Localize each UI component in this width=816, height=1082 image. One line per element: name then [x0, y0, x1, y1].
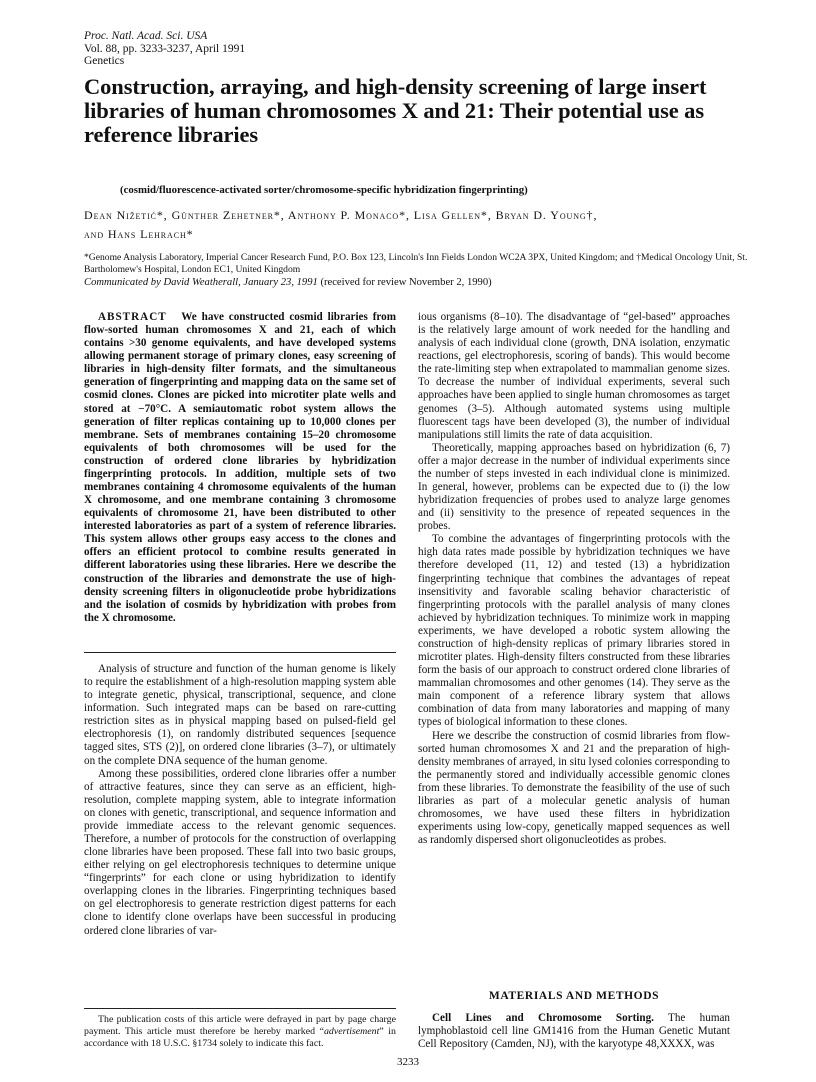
communicated-prefix: Communicated by David Weatherall, January 23, 1991 [84, 277, 318, 288]
article-title: Construction, arraying, and high-density screening of large insert libraries of human chromosomes X and 21: Their potential use as reference libraries [84, 74, 707, 147]
keywords: (cosmid/fluorescence-activated sorter/chromosome-specific hybridization fingerprinting) [120, 184, 528, 196]
author-list [84, 206, 744, 244]
methods-body: The human lymphoblastoid cell line GM1416 from the Human Genetic Mutant Cell Repository (Camden, NJ), with the karyotype 48,XXXX, was [418, 1012, 730, 1051]
publication-footnote [84, 1014, 396, 1050]
footnote-text-2: ” in accordance with 18 U.S.C. §1734 solely to indicate this fact. [84, 1026, 396, 1049]
abstract-divider [84, 652, 396, 653]
affiliations: *Genome Analysis Laboratory, Imperial Cancer Research Fund, P.O. Box 123, Lincoln's Inn Fields London WC2A 3PX, United Kingdom; and †Medical Oncology Unit, St. Bartholomew's Hospital, London EC1, United Kingdom [84, 252, 748, 275]
abstract-label: ABSTRACT [98, 311, 167, 323]
authors-line-2: and Hans Lehrach* [84, 227, 194, 241]
intro-paragraph-2: Among these possibilities, ordered clone libraries offer a number of attractive features, since they can serve as an efficient, high-resolution, complete mapping system, able to integrate information on clones with genetic, transcriptional, and sequence information and provide immediate access to the relevant genomic sequences. Therefore, a number of protocols for the construction of overlapping clone libraries have been proposed. These fall into two basic groups, either relying on gel electrophoresis techniques to determine unique “fingerprints” for each clone or using hybridization to identify overlapping clones in the libraries. Fingerprinting techniques based on gel electrophoresis to generate restriction digest patterns for each clone to identify clone overlaps have been successful in producing ordered clone libraries of var- [84, 767, 396, 937]
journal-volume: Vol. 88, pp. 3233-3237, April 1991 [84, 42, 246, 55]
journal-name: Proc. Natl. Acad. Sci. USA [84, 30, 208, 42]
methods-heading: MATERIALS AND METHODS [488, 990, 660, 1002]
right-paragraph-4: Here we describe the construction of cosmid libraries from flow-sorted human chromosomes X and 21 and the preparation of high-density membranes of arrayed, in situ lysed colonies corresponding to the permanently stored and individually accessible genomic clones from these libraries. To demonstrate the feasibility of the use of such libraries as part of a molecular genetic analysis of human chromosomes, we have used these filters in hybridization experiments using low-copy, genetically mapped sequences as well as randomly dispersed short oligonucleotides as probes. [418, 729, 730, 847]
right-paragraph-1: ious organisms (8–10). The disadvantage of “gel-based” approaches is the relatively large amount of work needed for the handling and analysis of each individual clone (growth, DNA isolation, enzymatic reactions, gel electrophoresis, scoring of bands). This would become the rate-limiting step when extrapolated to mammalian genome sizes. To decrease the number of individual experiments, several such approaches have been applied to single human chromosomes as target genomes (3–5). Although automated systems using multiple fluorescent tags have been developed (3), the number of individual manipulations still limits the rate of data acquisition. [418, 311, 730, 441]
methods-lead: Cell Lines and Chromosome Sorting. [432, 1012, 654, 1024]
journal-header [84, 30, 245, 68]
footnote-advertisement: advertisement [323, 1026, 380, 1037]
journal-section: Genetics [84, 55, 125, 67]
introduction-right [418, 311, 730, 847]
authors-line-1: Dean Nižetić*, Günther Zehetner*, Anthony P. Monaco*, Lisa Gellen*, Bryan D. Young†, [84, 208, 598, 222]
communicated-by [84, 277, 492, 288]
page-number: 3233 [397, 1056, 419, 1068]
received-date: (received for review November 2, 1990) [320, 277, 492, 288]
right-paragraph-2: Theoretically, mapping approaches based on hybridization (6, 7) offer a major decrease in the number of individual experiments since the number of steps invested in each individual clone is minimized. In general, however, problems can be expected due to (i) the low hybridization frequencies of probes used to analyze large genomes and (ii) sensitivity to the presence of repeated sequences in the probes. [418, 441, 730, 533]
intro-paragraph-1: Analysis of structure and function of the human genome is likely to require the establishment of a high-resolution mapping system able to integrate genetic, physical, transcriptional, sequence, and clone information. Such integrated maps can be based on rare-cutting restriction sites as in physical mapping based on pulsed-field gel electrophoresis (1), on randomly distributed sequences [sequence tagged sites, STS (2)], on ordered clone libraries (3–7), or ultimately on the complete DNA sequence of the human genome. [84, 663, 396, 767]
right-paragraph-3: To combine the advantages of fingerprinting protocols with the high data rates made possible by hybridization techniques we have therefore developed (11, 12) and tested (13) a hybridization fingerprinting technique that combines the advantages of repeat insensitivity and favorable scaling behavior characteristic of fingerprinting protocols with the parallel analysis of many clones achieved by hybridization techniques. To minimize work in mapping experiments, we have developed a robotic system allowing the construction of high-density replicas of primary libraries stored in microtiter plates. High-density filters constructed from these libraries form the basis of our approach to construct ordered clone libraries of mammalian chromosomes and other genomes (14). They serve as the main component of a reference library system that allows combination of data from many laboratories and mapping of many types of biological information to these clones. [418, 533, 730, 729]
abstract-text: We have constructed cosmid libraries from flow-sorted human chromosomes X and 21, each of which contains >30 genome equivalents, and have developed systems allowing permanent storage of primary clones, easy screening of libraries in high-density filter formats, and the simultaneous generation of fingerprinting and mapping data on the same set of cosmid clones. Clones are picked into microtiter plate wells and stored at −70°C. A semiautomatic robot system allows the generation of filter replicas containing up to 10,000 clones per membrane. Sets of membranes containing 15–20 chromosome equivalents of both chromosomes will be used for the construction of ordered clone libraries by hybridization fingerprinting protocols. In addition, multiple sets of two membranes containing 4 chromosome equivalents of the human X chromosome, and one membrane containing 3 chromosome equivalents of chromosome 21, have been distributed to other interested laboratories as part of a system of reference libraries. This system allows other groups easy access to the clones and offers an efficient protocol to combine results generated in different laboratories using these libraries. Here we describe the construction of the libraries and demonstrate the use of high-density screening filters in oligonucleotide probe hybridizations and the isolation of cosmids by hybridization with probes from the X chromosome. [84, 311, 396, 624]
footnote-divider [84, 1008, 396, 1009]
methods-text [418, 1012, 730, 1051]
footnote-text-1: The publication costs of this article were defrayed in part by page charge payment. This article must therefore be hereby marked “ [84, 1014, 396, 1037]
introduction-left [84, 663, 396, 938]
abstract [84, 311, 396, 625]
